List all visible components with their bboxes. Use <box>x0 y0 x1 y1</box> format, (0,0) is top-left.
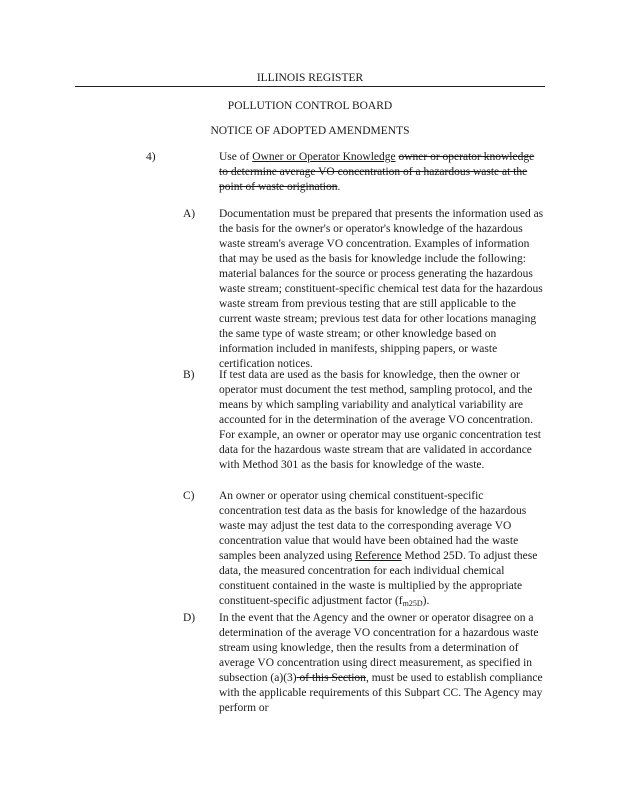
subsection-a-label: A) <box>183 208 196 220</box>
subsection-c-label: C) <box>183 490 195 502</box>
subsection-c-text-end: ). <box>422 595 430 607</box>
notice-title: NOTICE OF ADOPTED AMENDMENTS <box>210 125 410 137</box>
register-title: ILLINOIS REGISTER <box>256 72 364 84</box>
subsection-c-text-after: Method 25D. To adjust these data, the measured concentration for each individual chemical constituent contained in the waste is multiplied by the appropriate constituent-specific adjustment factor (f <box>219 550 538 607</box>
subsection-d-label: D) <box>183 612 196 624</box>
subsection-c-text-before: An owner or operator using chemical constituent-specific concentration test data as the basis for knowledge of the hazardous waste may adjust the test data to the corresponding average VO concentration value that would have been obtained had the waste samples been analyzed using <box>219 490 527 562</box>
subsection-d-text-before: In the event that the Agency and the owner or operator disagree on a determination of the average VO concentration for a hazardous waste stream using knowledge, then the results from a determination of average VO concentration using direct measurement, as specified in subsection (a)(3) <box>219 612 539 684</box>
item-4-deleted: owner or operator knowledge to determine average VO concentration of a hazardous waste at the point of waste origination <box>219 151 535 193</box>
subsection-b-label: B) <box>183 369 195 381</box>
item-4-inserted: Owner or Operator Knowledge <box>252 151 396 163</box>
item-4-text <box>219 150 545 195</box>
subsection-c-text <box>219 489 545 611</box>
subsection-d-deleted: of this Section <box>296 672 366 684</box>
item-4-end: . <box>337 181 341 193</box>
item-4-label: 4) <box>146 151 156 163</box>
item-4-use: Use of <box>219 151 253 163</box>
header-rule <box>75 86 545 87</box>
subsection-a-text: Documentation must be prepared that presents the information used as the basis for the owner's or operator's knowledge of the hazardous waste stream's average VO concentration. Examples of information that may be used as the basis for knowledge include the following: material balances for the source or process generating the hazardous waste stream; constituent-specific chemical test data for the hazardous waste stream from previous testing that are still applicable to the current waste stream; previous test data for other locations managing the same type of waste stream; or other knowledge based on information included in manifests, shipping papers, or waste certification notices. <box>219 208 544 370</box>
subsection-b-text: If test data are used as the basis for knowledge, then the owner or operator must document the test method, sampling protocol, and the means by which sampling variability and analytical variability are accounted for in the determination of the average VO concentration. For example, an owner or operator may use organic concentration test data for the hazardous waste stream that are validated in accordance with Method 301 as the basis for knowledge of the waste. <box>219 369 541 471</box>
subsection-d-text <box>219 611 545 716</box>
subsection-c-subscript: m25D <box>402 599 423 608</box>
subsection-d-text-after: , must be used to establish compliance with the applicable requirements of this Subpart CC. The Agency may perform or <box>219 672 543 714</box>
subsection-c-inserted: Reference <box>355 550 402 562</box>
board-title: POLLUTION CONTROL BOARD <box>227 100 393 112</box>
